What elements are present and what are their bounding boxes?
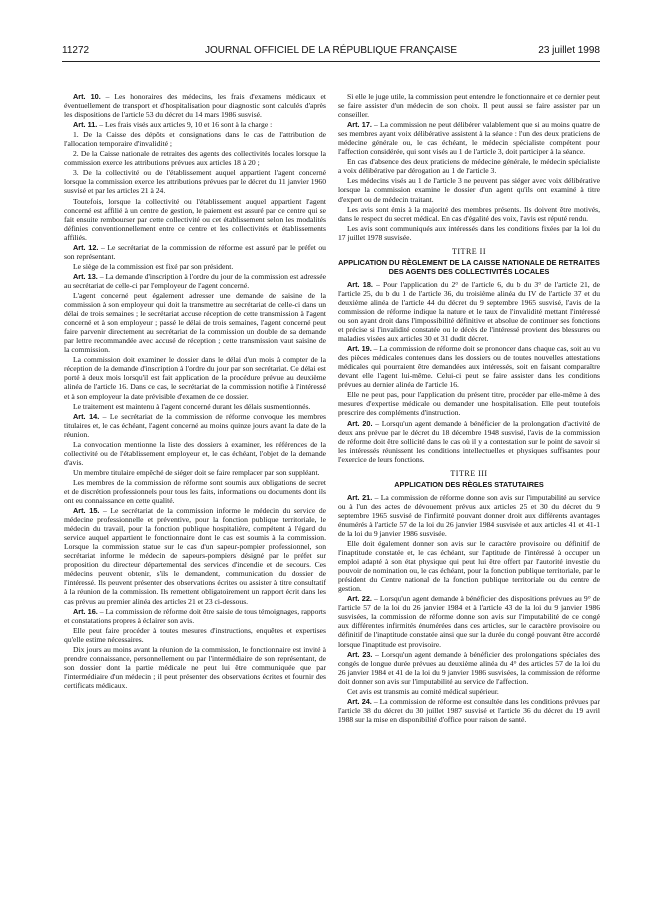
- paragraph-text: Cet avis est transmis au comité médical supérieur.: [347, 686, 499, 696]
- article-label: Art. 21.: [347, 492, 373, 502]
- paragraph-text: 1. De la Caisse des dépôts et consignations dans le cas de l'attribution de l'allocation temporaire d'invalidité ;: [64, 130, 326, 149]
- paragraph: [64, 402, 326, 411]
- paragraph-text: En cas d'absence des deux praticiens de médecine générale, le médecin spécialiste a voix délibérative par dérogation au 1 de l'article 3.: [338, 157, 600, 176]
- article-label: Art. 18.: [347, 279, 373, 289]
- paragraph: [64, 355, 326, 400]
- paragraph: [64, 130, 326, 148]
- paragraph: [338, 224, 600, 242]
- article-label: Art. 17.: [347, 120, 372, 130]
- page-header: [62, 45, 600, 59]
- paragraph-text: La convocation mentionne la liste des dossiers à examiner, les références de la collectivité ou de l'établissement employeur et, le cas échéant, l'objet de la demande d'avis.: [64, 439, 326, 467]
- article-label: Art. 23.: [347, 649, 373, 659]
- right-column-before: [338, 92, 600, 242]
- article-paragraph: [338, 120, 600, 156]
- paragraph-text: Un membre titulaire empêché de siéger doit se faire remplacer par son suppléant.: [73, 467, 320, 477]
- right-column-middle: [338, 280, 600, 464]
- article-paragraph: [338, 280, 600, 343]
- left-column: [64, 92, 326, 887]
- paragraph: [64, 197, 326, 242]
- article-paragraph: [64, 120, 326, 129]
- article-label: Art. 13.: [73, 271, 98, 281]
- paragraph-text: 2. De la Caisse nationale de retraites des agents des collectivités locales lorsque la commission exerce les attributions prévues aux articles 18 à 20 ;: [64, 149, 326, 168]
- paragraph-text: Elle ne peut pas, pour l'application du présent titre, procéder par elle-même à des mesures d'expertise médicale ou demander une hospitalisation. Elle peut toutefois prescrire des compléments d'instruction.: [338, 390, 600, 418]
- article-paragraph: [338, 697, 600, 724]
- paragraph-text: – La commission de réforme doit se prononcer dans chaque cas, soit au vu des pièces médicales contenues dans les dossiers ou de toutes nouvelles attestations médicales qui pourraient être demandées aux intéressés, soit en faisant comparaître devant elle l'agent lui-même. Celui-ci peut se faire assister dans les conditions prévues au dernier alinéa de l'article 16.: [338, 344, 600, 390]
- article-paragraph: [338, 594, 600, 648]
- paragraph: [64, 149, 326, 167]
- paragraph: [64, 262, 326, 271]
- article-label: Art. 14.: [73, 411, 100, 421]
- article-paragraph: [338, 650, 600, 686]
- article-label: Art. 11.: [73, 120, 98, 130]
- titre-2-heading: APPLICATION DU RÈGLEMENT DE LA CAISSE NATIONALE DE RETRAITES DES AGENTS DES COLLECTIVITÉS LOCALES: [338, 257, 600, 276]
- paragraph: [338, 205, 600, 223]
- titre-2: TITRE II: [452, 246, 486, 256]
- paragraph-text: La commission doit examiner le dossier dans le délai d'un mois à compter de la réception de la demande d'inscription à l'ordre du jour par son secrétariat. Ce délai est porté à deux mois lorsqu'il est fait application de la procédure prévue au deuxième alinéa de l'article 16. Dans ce cas, le secrétariat de la commission notifie à l'intéressé et à son employeur la date prévisible d'examen de ce dossier.: [64, 355, 326, 401]
- paragraph-text: 3. De la collectivité ou de l'établissement auquel appartient l'agent concerné lorsque la commission exerce les attributions prévues par le décret du 11 janvier 1960 susvisé et par les articles 21 à 24.: [64, 168, 326, 196]
- paragraph-text: – La demande d'inscription à l'ordre du jour de la commission est adressée au secrétariat de celle-ci par l'employeur de l'agent concerné.: [64, 271, 326, 290]
- paragraph-text: L'agent concerné peut également adresser une demande de saisine de la commission à son employeur qui doit la transmettre au secrétariat de celle-ci dans un délai de trois semaines ; le secrétariat accuse réception de cette transmission à l'agent concerné et à son employeur ; passé le délai de trois semaines, l'agent concerné peut faire parvenir directement au secrétariat de la commission un double de sa demande par lettre recommandée avec accusé de réception ; cette transmission vaut saisine de la commission.: [64, 290, 326, 355]
- paragraph: [338, 157, 600, 175]
- article-label: Art. 22.: [347, 594, 372, 604]
- article-label: Art. 16.: [73, 606, 98, 616]
- paragraph-text: Le traitement est maintenu à l'agent concerné durant les délais susmentionnés.: [73, 401, 311, 411]
- article-paragraph: [338, 344, 600, 389]
- paragraph-text: Les membres de la commission de réforme sont soumis aux obligations de secret et de discrétion professionnels pour tous les faits, informations ou documents dont ils ont eu connaissance en cette qualité.: [64, 477, 326, 506]
- paragraph: [338, 92, 600, 119]
- paragraph-text: – Pour l'application du 2° de l'article 6, du b du 3° de l'article 21, de l'article 25, du b du 1 de l'article 36, du troisième alinéa du IV de l'article 37 et du deuxième alinéa de l'article 44 du décret du 9 septembre 1965 susvisé, l'avis de la commission de réforme indique la nature et le taux de l'invalidité mettant l'intéressé ou son ayant droit dans l'impossibilité définitive et absolue de continuer ses fonctions et précise si l'invalidité constatée ou le décès de l'intéressé provient des blessures ou maladies visées aux articles 30 et 31 dudit décret.: [338, 279, 600, 344]
- paragraph: [64, 168, 326, 195]
- article-label: Art. 24.: [347, 696, 372, 706]
- journal-title: JOURNAL OFFICIEL DE LA RÉPUBLIQUE FRANÇAISE: [204, 45, 458, 56]
- paragraph: [338, 539, 600, 593]
- paragraph-text: – Lorsqu'un agent demande à bénéficier des dispositions prévues au 9° de l'article 57 de la loi du 26 janvier 1984 et à l'article 43 de la loi du 9 janvier 1986 susvisées, la commission de réforme donne son avis sur l'imputabilité de ce congé aux différentes infirmités énumérées dans ces articles, sur le caractère provisoire ou définitif de l'inaptitude constatée ainsi que sur la durée du congé pouvant être accordé lorsque l'inaptitude est provisoire.: [338, 594, 600, 649]
- header-rule: [62, 61, 600, 62]
- paragraph-text: – La commission de réforme doit être saisie de tous témoignages, rapports et constatations propres à éclairer son avis.: [64, 606, 326, 625]
- paragraph-text: Le siège de la commission est fixé par son président.: [73, 261, 234, 271]
- titre-3-heading: APPLICATION DES RÈGLES STATUTAIRES: [394, 479, 544, 489]
- paragraph-text: Les avis sont communiqués aux intéressés dans les conditions fixées par la loi du 17 juillet 1978 susvisée.: [338, 223, 600, 242]
- paragraph: [64, 468, 326, 477]
- paragraph-text: – Lorsqu'un agent demande à bénéficier de la prolongation d'activité de deux ans prévue par le décret du 18 décembre 1948 susvisé, l'avis de la commission de réforme doit être sollicité dans le cas où il y a contestation sur le point de savoir si les intéressés réunissent les conditions intellectuelles et physiques suffisantes pour l'exercice de leurs fonctions.: [338, 418, 600, 464]
- article-paragraph: [64, 243, 326, 261]
- paragraph-text: – Les honoraires des médecins, les frais d'examens médicaux et éventuellement de transport et d'hospitalisation pour diagnostic sont calculés d'après les dispositions de l'article 53 du décret du 14 mars 1986 susvisé.: [64, 92, 326, 120]
- right-column: [338, 92, 600, 887]
- paragraph-text: Toutefois, lorsque la collectivité ou l'établissement auquel appartient l'agent concerné est affilié à un centre de gestion, le paiement est assuré par ce centre qui se fait ensuite rembourser par cette collectivité ou cet établissement selon les modalités définies conventionnellement entre ce centre et les collectivités et établissements affiliés.: [64, 196, 326, 242]
- paragraph-text: Elle peut faire procéder à toutes mesures d'instructions, enquêtes et expertises qu'elle estime nécessaires.: [64, 625, 326, 644]
- paragraph-text: Les avis sont émis à la majorité des membres présents. Ils doivent être motivés, dans le respect du secret médical. En cas d'égalité des voix, l'avis est réputé rendu.: [338, 204, 600, 223]
- article-paragraph: [64, 607, 326, 625]
- article-paragraph: [338, 493, 600, 538]
- paragraph: [338, 176, 600, 203]
- right-column-after: [338, 493, 600, 724]
- article-label: Art. 12.: [73, 242, 99, 252]
- paragraph-text: – La commission de réforme est consultée dans les conditions prévues par l'article 38 du décret du 30 juillet 1987 susvisé et l'article 36 du décret du 19 avril 1988 sur la mise en disponibilité d'office pour raison de santé.: [338, 696, 600, 724]
- paragraph-text: – Lorsqu'un agent demande à bénéficier des prolongations spéciales des congés de longue durée prévues au deuxième alinéa du 4° des articles 57 de la loi du 26 janvier 1984 et 41 de la loi du 9 janvier 1986 susvisées, la commission de réforme doit donner son avis sur l'imputabilité au service de l'affection.: [338, 649, 600, 686]
- paragraph-text: Elle doit également donner son avis sur le caractère provisoire ou définitif de l'inaptitude constatée et, le cas échéant, sur l'aptitude de l'intéressé à occuper un emploi adapté à son état physique qui peut lui être offert par l'autorité investie du pouvoir de nomination ou, le cas échéant, pour la fonction publique territoriale, par le président du Centre national de la fonction publique territoriale ou du centre de gestion.: [338, 539, 600, 594]
- issue-date: 23 juillet 1998: [538, 45, 600, 56]
- article-paragraph: [64, 412, 326, 439]
- article-paragraph: [64, 92, 326, 119]
- paragraph-text: Les médecins visés au 1 de l'article 3 ne peuvent pas siéger avec voix délibérative lorsque la commission examine le dossier d'un agent qu'ils ont examiné à titre d'expert ou de médecin traitant.: [338, 176, 600, 204]
- page-number: 11272: [62, 45, 90, 56]
- paragraph: [64, 291, 326, 354]
- paragraph: [64, 645, 326, 690]
- article-paragraph: [338, 419, 600, 464]
- paragraph: [338, 390, 600, 417]
- paragraph: [64, 440, 326, 467]
- paragraph: [64, 478, 326, 505]
- article-paragraph: [64, 272, 326, 290]
- paragraph-text: Si elle le juge utile, la commission peut entendre le fonctionnaire et ce dernier peut se faire assister d'un médecin de son choix. Il peut aussi se faire assister par un conseiller.: [338, 92, 600, 120]
- article-label: Art. 10.: [73, 92, 101, 101]
- article-paragraph: [64, 506, 326, 606]
- article-label: Art. 20.: [347, 418, 373, 428]
- paragraph-text: Dix jours au moins avant la réunion de la commission, le fonctionnaire est invité à prendre connaissance, personnellement ou par l'intermédiaire de son représentant, de son dossier dont la partie médicale ne peut lui être communiquée que par l'intermédiaire d'un médecin ; il peut présenter des observations écrites et fournir des certificats médicaux.: [64, 644, 326, 690]
- paragraph-text: – Le secrétariat de la commission informe le médecin du service de médecine professionnelle et préventive, pour la fonction publique territoriale, le médecin du travail, pour la fonction publique hospitalière, compétent à l'égard du service auquel appartient le fonctionnaire dont le cas est soumis à la commission. Lorsque la commission statue sur le cas d'un sapeur-pompier professionnel, son secrétariat informe le médecin de sapeurs-pompiers désigné par le préfet sur proposition du directeur départemental des services d'incendie et de secours. Ces médecins peuvent obtenir, s'ils le demandent, communication du dossier de l'intéressé. Ils peuvent présenter des observations écrites ou assister à titre consultatif à la réunion de la commission. Ils remettent obligatoirement un rapport écrit dans les cas prévus au premier alinéa des articles 21 et 23 ci-dessous.: [64, 506, 326, 606]
- paragraph-text: – La commission ne peut délibérer valablement que si au moins quatre de ses membres ayant voix délibérative assistent à la séance : l'un des deux praticiens de médecine générale ou, le cas échéant, le médecin spécialiste compétent pour l'affection considérée, qui sont visés au 1 de l'article 3, doit participer à la séance.: [338, 120, 600, 157]
- paragraph-text: – Le secrétariat de la commission de réforme convoque les membres titulaires et, le cas échéant, l'agent concerné au moins quinze jours avant la date de la réunion.: [64, 411, 326, 439]
- paragraph-text: – Les frais visés aux articles 9, 10 et 16 sont à la charge :: [97, 120, 273, 130]
- titre-3: TITRE III: [450, 468, 488, 478]
- paragraph-text: – Le secrétariat de la commission de réforme est assuré par le préfet ou son représentant.: [64, 242, 326, 261]
- article-label: Art. 19.: [347, 344, 372, 354]
- paragraph-text: – La commission de réforme donne son avis sur l'imputabilité au service ou à l'un des actes de dévouement prévus aux articles 25 et 30 du décret du 9 septembre 1965 susvisé de l'infirmité pouvant donner droit aux différents avantages énumérés à l'article 57 de la loi du 26 janvier 1984 susvisée et aux articles 41 et 41-1 de la loi du 9 janvier 1986 susvisée.: [338, 492, 600, 538]
- paragraph: [338, 687, 600, 696]
- article-label: Art. 15.: [73, 506, 100, 516]
- paragraph: [64, 626, 326, 644]
